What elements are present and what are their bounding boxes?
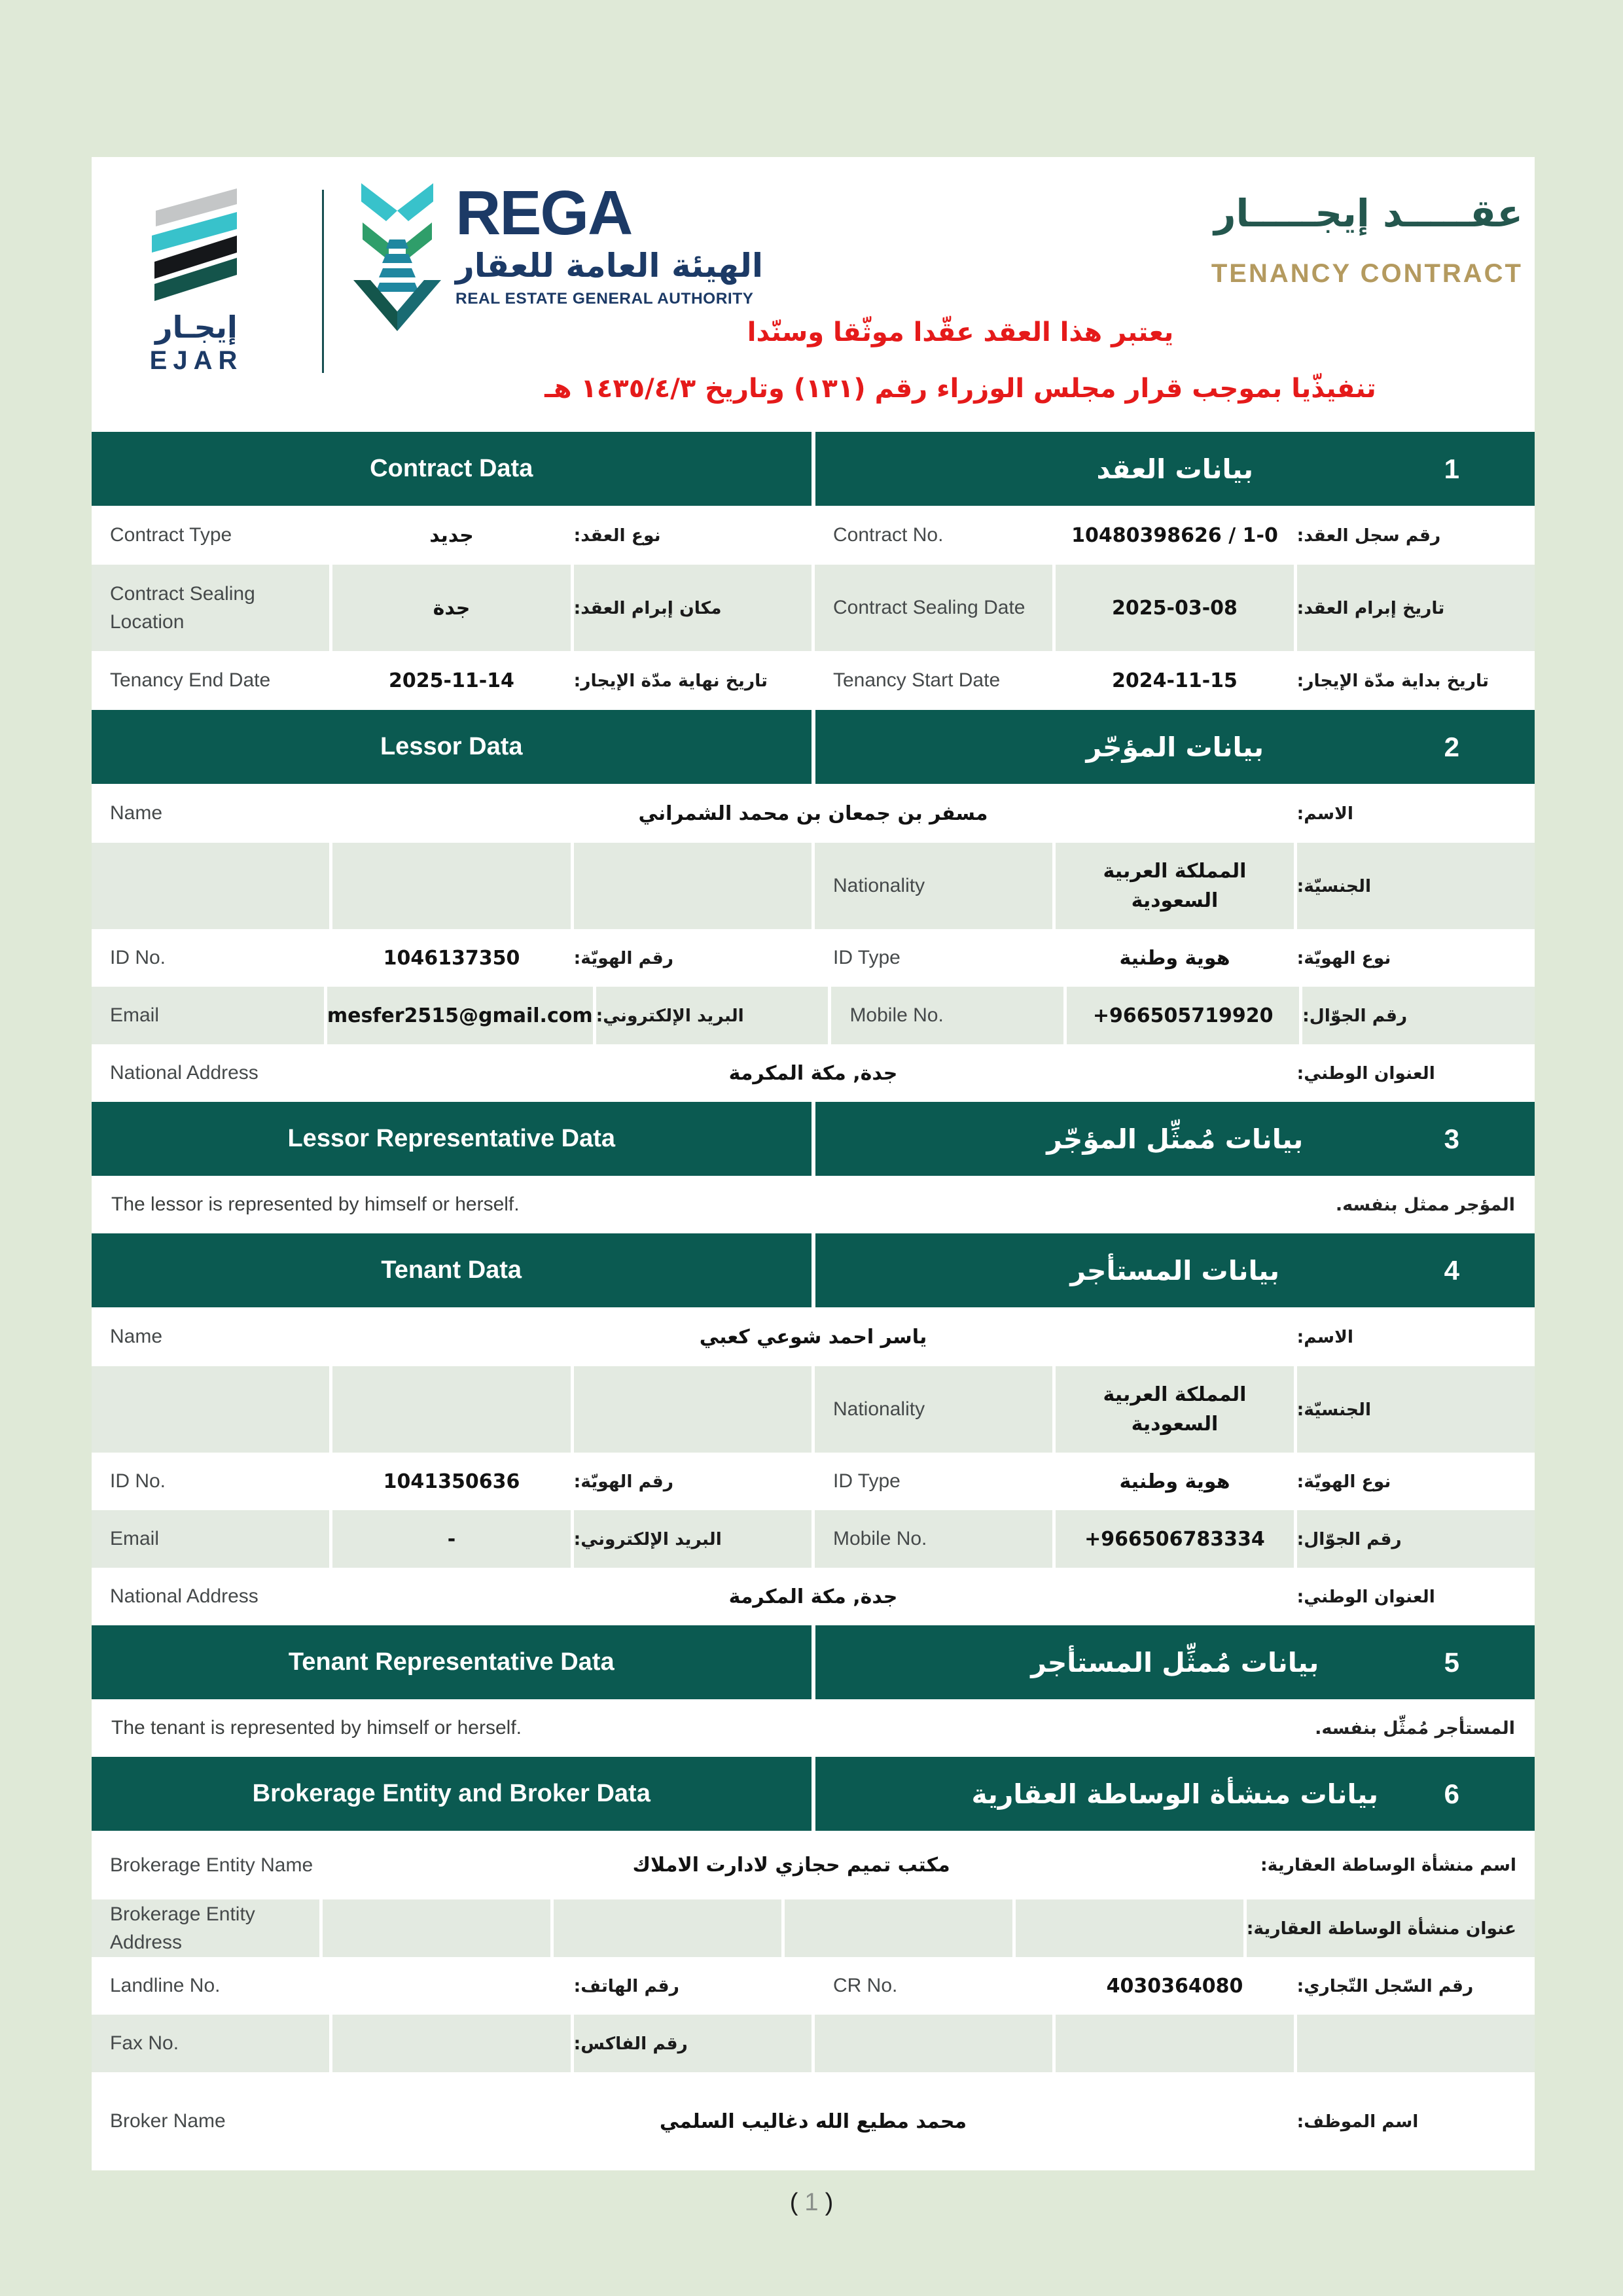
tenant-email-label-en: Email — [92, 1510, 329, 1568]
lessor-id-type-value: هوية وطنية — [1056, 929, 1293, 987]
section-5-header — [92, 1625, 1535, 1699]
cr-no-label-en: CR No. — [815, 1957, 1052, 2015]
empty-cell — [815, 2015, 1052, 2072]
tenant-rep-note-en: The tenant is represented by himself or herself. — [111, 1717, 522, 1739]
section-5-number: 5 — [1444, 1646, 1459, 1678]
section-1-header-right — [815, 432, 1535, 506]
tenant-id-no-label-ar: رقم الهويّة: — [574, 1453, 812, 1510]
ejar-logo — [128, 185, 265, 376]
tenant-rep-note-ar: المستأجر مُمثِّل بنفسه. — [1315, 1718, 1515, 1739]
table-row — [92, 843, 1535, 929]
section-5-title-en: Tenant Representative Data — [288, 1648, 615, 1676]
rega-name-arabic: الهيئة العامة للعقار — [455, 247, 764, 285]
rega-text-block — [455, 178, 789, 308]
tenant-representative-note — [92, 1699, 1535, 1757]
tenant-address-value: جدة, مكة المكرمة — [332, 1568, 1293, 1625]
contract-card — [92, 157, 1535, 2170]
section-2-header — [92, 710, 1535, 784]
tenant-nationality-value: المملكة العربية السعودية — [1056, 1366, 1293, 1453]
section-4-number: 4 — [1444, 1254, 1459, 1286]
tenant-address-label-ar: العنوان الوطني: — [1297, 1568, 1535, 1625]
brokerage-address-label-en: Brokerage Entity Address — [92, 1899, 319, 1957]
rega-acronym: REGA — [455, 178, 632, 248]
section-6-number: 6 — [1444, 1778, 1459, 1809]
table-row — [92, 2015, 1535, 2072]
brokerage-name-label-ar: اسم منشأة الوساطة العقارية: — [1260, 1831, 1535, 1899]
lessor-nationality-label-ar: الجنسيّة: — [1297, 843, 1535, 929]
lessor-name-label-en: Name — [92, 784, 329, 843]
brokerage-address-label-ar: عنوان منشأة الوساطة العقارية: — [1247, 1899, 1535, 1957]
lessor-name-label-ar: الاسم: — [1297, 784, 1535, 843]
landline-value — [332, 1957, 570, 2015]
section-1-header — [92, 432, 1535, 506]
table-row — [92, 1510, 1535, 1568]
empty-cell — [92, 1366, 329, 1453]
broker-name-label-ar: اسم الموظف: — [1297, 2072, 1535, 2170]
section-5-header-left — [92, 1625, 812, 1699]
lessor-address-value: جدة, مكة المكرمة — [332, 1044, 1293, 1102]
legal-notice-line1: يعتبر هذا العقد عقّدا موثّقا وسنّدا — [747, 317, 1174, 347]
legal-notice — [419, 319, 1502, 402]
tenant-id-type-value: هوية وطنية — [1056, 1453, 1293, 1510]
cr-no-label-ar: رقم السّجل التّجاري: — [1297, 1957, 1535, 2015]
lessor-id-no-label-en: ID No. — [92, 929, 329, 987]
contract-type-label-ar: نوع العقد: — [574, 506, 812, 565]
table-row — [92, 1366, 1535, 1453]
section-2-header-left — [92, 710, 812, 784]
document-titles — [1211, 191, 1523, 289]
page-number-open: ( — [789, 2189, 798, 2216]
contract-no-label-ar: رقم سجل العقد: — [1297, 506, 1535, 565]
empty-cell — [1056, 2015, 1293, 2072]
rega-logo-icon — [348, 183, 446, 337]
tenant-name-value: ياسر احمد شوعي كعبي — [332, 1307, 1293, 1366]
lessor-id-type-label-ar: نوع الهويّة: — [1297, 929, 1535, 987]
lessor-nationality-label-en: Nationality — [815, 843, 1052, 929]
page-number — [0, 2189, 1623, 2217]
sealing-location-label-en: Contract Sealing Location — [92, 565, 329, 651]
table-row — [92, 1831, 1535, 1899]
section-3-header-left — [92, 1102, 812, 1176]
page-number-value: 1 — [804, 2189, 819, 2216]
section-1-title-ar: بيانات العقد — [1096, 453, 1254, 485]
section-6-header-right — [815, 1757, 1535, 1831]
empty-cell — [1297, 2015, 1535, 2072]
empty-cell — [332, 843, 570, 929]
empty-cell — [1016, 1899, 1243, 1957]
tenant-id-no-value: 1041350636 — [332, 1453, 570, 1510]
landline-label-ar: رقم الهاتف: — [574, 1957, 812, 2015]
page-number-close: ) — [825, 2189, 834, 2216]
tenant-name-label-en: Name — [92, 1307, 329, 1366]
lessor-address-label-en: National Address — [92, 1044, 329, 1102]
brokerage-name-value: مكتب تميم حجازي لادارت الاملاك — [325, 1831, 1257, 1899]
contract-no-value: 10480398626 / 1-0 — [1056, 506, 1293, 565]
contract-no-label-en: Contract No. — [815, 506, 1052, 565]
fax-label-ar: رقم الفاكس: — [574, 2015, 812, 2072]
doc-title-english: TENANCY CONTRACT — [1211, 259, 1523, 288]
empty-cell — [92, 843, 329, 929]
empty-cell — [574, 1366, 812, 1453]
tenant-id-no-label-en: ID No. — [92, 1453, 329, 1510]
tenant-nationality-label-ar: الجنسيّة: — [1297, 1366, 1535, 1453]
lessor-id-no-label-ar: رقم الهويّة: — [574, 929, 812, 987]
table-row — [92, 1044, 1535, 1102]
table-row — [92, 1307, 1535, 1366]
sealing-date-label-en: Contract Sealing Date — [815, 565, 1052, 651]
sealing-location-label-ar: مكان إبرام العقد: — [574, 565, 812, 651]
empty-cell — [785, 1899, 1012, 1957]
empty-cell — [574, 843, 812, 929]
lessor-mobile-label-en: Mobile No. — [831, 987, 1063, 1044]
end-date-label-ar: تاريخ نهاية مدّة الإيجار: — [574, 651, 812, 710]
section-6-header-left — [92, 1757, 812, 1831]
tenant-email-label-ar: البريد الإلكتروني: — [574, 1510, 812, 1568]
sealing-location-value: جدة — [332, 565, 570, 651]
section-4-title-ar: بيانات المستأجر — [1070, 1254, 1280, 1286]
empty-cell — [323, 1899, 550, 1957]
table-row — [92, 1957, 1535, 2015]
lessor-email-label-ar: البريد الإلكتروني: — [596, 987, 829, 1044]
doc-title-arabic: عقـــــد إيجـــــار — [1214, 191, 1523, 236]
lessor-nationality-value: المملكة العربية السعودية — [1056, 843, 1293, 929]
broker-name-value: محمد مطيع الله دغاليب السلمي — [332, 2072, 1293, 2170]
tenant-address-label-en: National Address — [92, 1568, 329, 1625]
start-date-value: 2024-11-15 — [1056, 651, 1293, 710]
section-5-header-right — [815, 1625, 1535, 1699]
lessor-mobile-label-ar: رقم الجوّال: — [1302, 987, 1535, 1044]
section-5-title-ar: بيانات مُمثِّل المستأجر — [1031, 1646, 1319, 1678]
table-row — [92, 506, 1535, 565]
section-1-number: 1 — [1444, 453, 1459, 484]
ejar-wordmark-latin: EJAR — [149, 346, 243, 375]
section-3-number: 3 — [1444, 1123, 1459, 1154]
section-2-title-ar: بيانات المؤجّر — [1086, 731, 1264, 763]
table-row — [92, 1568, 1535, 1625]
table-row — [92, 1899, 1535, 1957]
ejar-logo-icon — [151, 185, 242, 302]
section-3-title-en: Lessor Representative Data — [287, 1125, 616, 1152]
start-date-label-ar: تاريخ بداية مدّة الإيجار: — [1297, 651, 1535, 710]
table-row — [92, 784, 1535, 843]
sealing-date-label-ar: تاريخ إبرام العقد: — [1297, 565, 1535, 651]
lessor-id-no-value: 1046137350 — [332, 929, 570, 987]
ejar-wordmark-arabic: إيجـار — [155, 309, 238, 345]
lessor-id-type-label-en: ID Type — [815, 929, 1052, 987]
lessor-rep-note-en: The lessor is represented by himself or herself. — [111, 1193, 520, 1215]
table-row — [92, 987, 1535, 1044]
section-1-header-left — [92, 432, 812, 506]
section-1-title-en: Contract Data — [370, 455, 533, 482]
rega-logo — [348, 178, 789, 337]
section-6-header — [92, 1757, 1535, 1831]
start-date-label-en: Tenancy Start Date — [815, 651, 1052, 710]
tenant-email-value: - — [332, 1510, 570, 1568]
section-4-header — [92, 1233, 1535, 1307]
contract-type-value: جديد — [332, 506, 570, 565]
table-row — [92, 651, 1535, 710]
lessor-rep-note-ar: المؤجر ممثل بنفسه. — [1335, 1194, 1515, 1215]
section-6-title-ar: بيانات منشأة الوساطة العقارية — [971, 1778, 1378, 1810]
lessor-email-label-en: Email — [92, 987, 324, 1044]
empty-cell — [554, 1899, 781, 1957]
tenant-name-label-ar: الاسم: — [1297, 1307, 1535, 1366]
tenant-mobile-label-ar: رقم الجوّال: — [1297, 1510, 1535, 1568]
tenant-nationality-label-en: Nationality — [815, 1366, 1052, 1453]
lessor-mobile-value: +966505719920 — [1067, 987, 1299, 1044]
end-date-value: 2025-11-14 — [332, 651, 570, 710]
section-4-header-left — [92, 1233, 812, 1307]
section-2-header-right — [815, 710, 1535, 784]
landline-label-en: Landline No. — [92, 1957, 329, 2015]
table-row — [92, 565, 1535, 651]
table-row — [92, 1453, 1535, 1510]
section-2-title-en: Lessor Data — [380, 733, 523, 760]
lessor-representative-note — [92, 1176, 1535, 1233]
section-2-number: 2 — [1444, 731, 1459, 762]
cr-no-value: 4030364080 — [1056, 1957, 1293, 2015]
empty-cell — [332, 1366, 570, 1453]
fax-value — [332, 2015, 570, 2072]
tenant-mobile-value: +966506783334 — [1056, 1510, 1293, 1568]
end-date-label-en: Tenancy End Date — [92, 651, 329, 710]
section-4-header-right — [815, 1233, 1535, 1307]
fax-label-en: Fax No. — [92, 2015, 329, 2072]
table-row — [92, 929, 1535, 987]
brokerage-name-label-en: Brokerage Entity Name — [92, 1831, 322, 1899]
legal-notice-line2: تنفيذّيا بموجب قرار مجلس الوزراء رقم (١٣١) وتاريخ ١٤٣٥/٤/٣ هـ — [544, 374, 1376, 404]
section-6-title-en: Brokerage Entity and Broker Data — [252, 1780, 651, 1807]
lessor-name-value: مسفر بن جمعان بن محمد الشمراني — [332, 784, 1293, 843]
tenant-mobile-label-en: Mobile No. — [815, 1510, 1052, 1568]
broker-name-label-en: Broker Name — [92, 2072, 329, 2170]
section-3-header-right — [815, 1102, 1535, 1176]
table-row — [92, 2072, 1535, 2170]
lessor-email-value: mesfer2515@gmail.com — [327, 987, 593, 1044]
lessor-address-label-ar: العنوان الوطني: — [1297, 1044, 1535, 1102]
sealing-date-value: 2025-03-08 — [1056, 565, 1293, 651]
tenant-id-type-label-en: ID Type — [815, 1453, 1052, 1510]
section-4-title-en: Tenant Data — [381, 1256, 522, 1284]
logo-divider — [322, 190, 324, 373]
rega-name-latin: REAL ESTATE GENERAL AUTHORITY — [455, 290, 754, 308]
document-header — [92, 157, 1535, 432]
contract-type-label-en: Contract Type — [92, 506, 329, 565]
section-3-title-ar: بيانات مُمثِّل المؤجّر — [1046, 1123, 1304, 1155]
section-3-header — [92, 1102, 1535, 1176]
tenant-id-type-label-ar: نوع الهويّة: — [1297, 1453, 1535, 1510]
